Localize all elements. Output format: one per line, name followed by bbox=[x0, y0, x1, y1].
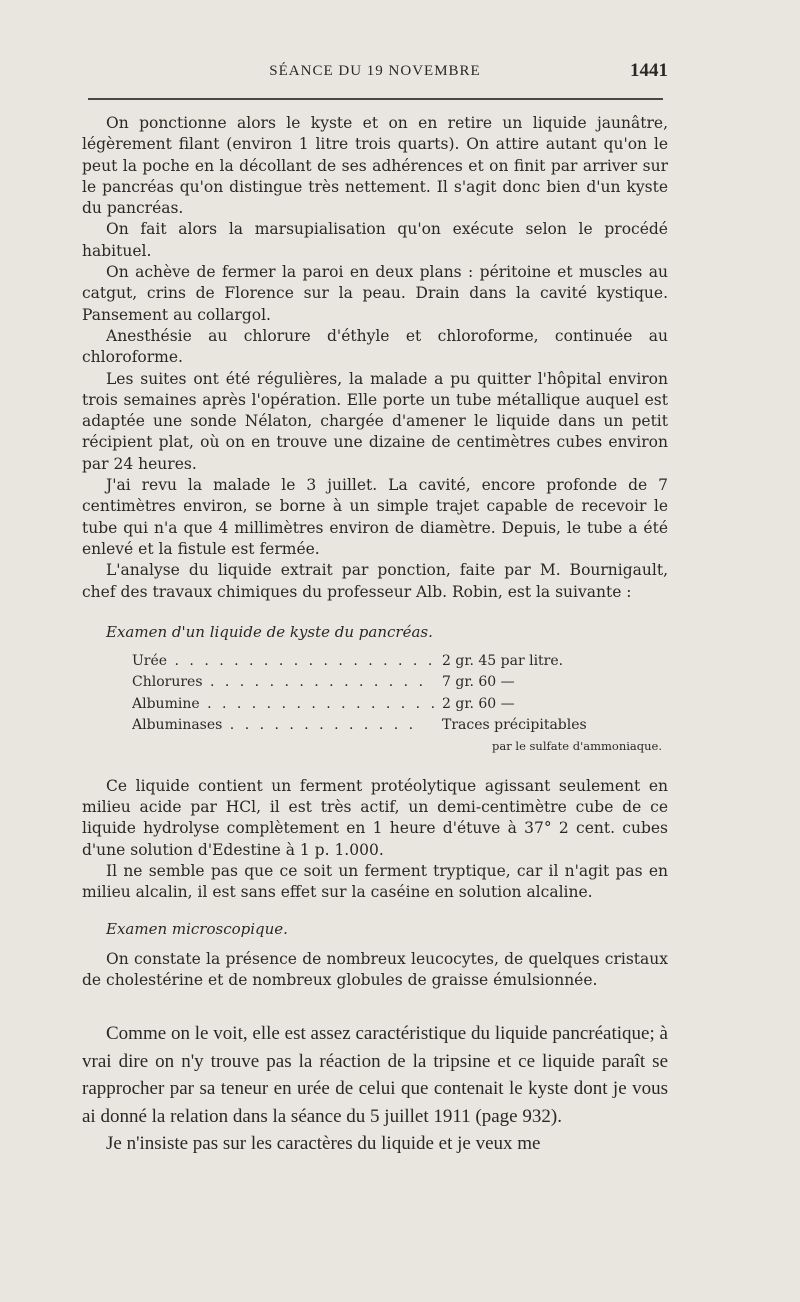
paragraph: L'analyse du liquide extrait par ponction, faite par M. Bournigault, chef des travaux chimiques du professeur Alb. Robin, est la suivante : bbox=[82, 561, 668, 601]
analysis-value: 2 gr. 60 — bbox=[442, 695, 515, 712]
leader-dots: . . . . . . . . . . . . . bbox=[222, 717, 417, 734]
table-row bbox=[132, 672, 662, 693]
table-row bbox=[132, 651, 662, 672]
page-number: 1441 bbox=[630, 60, 668, 81]
analysis-value: Traces précipitables bbox=[442, 717, 587, 734]
paragraph: Je n'insiste pas sur les caractères du liquide et je veux me bbox=[106, 1133, 541, 1154]
paragraph: On achève de fermer la paroi en deux plans : péritoine et muscles au catgut, crins de Florence sur la peau. Drain dans la cavité kystique. Pansement au collargol. bbox=[82, 263, 668, 324]
paragraph: J'ai revu la malade le 3 juillet. La cavité, encore profonde de 7 centimètres environ, se borne à un simple trajet capable de recevoir le tube qui n'a que 4 millimètres environ de diamètre. Depuis, le tube a été enlevé et la fistule est fermée. bbox=[82, 476, 668, 558]
table-row bbox=[132, 694, 662, 715]
analysis-label: Albuminases bbox=[132, 717, 223, 734]
leader-dots: . . . . . . . . . . . . . . . . . . bbox=[167, 653, 436, 670]
page-header bbox=[82, 60, 668, 88]
analysis-note: par le sulfate d'ammoniaque. bbox=[492, 739, 662, 754]
header-rule bbox=[88, 98, 663, 100]
paragraph: Comme on le voit, elle est assez caractéristique du liquide pancréatique; à vrai dire on n'y trouve pas la réaction de la tripsine et ce liquide paraît se rapprocher par sa teneur en urée de celui que contenait le kyste dont je vous ai donné la relation dans la séance du 5 juillet 1911 (page 932). bbox=[82, 1023, 668, 1127]
microscopic-title: Examen microscopique. bbox=[106, 920, 288, 939]
paragraph: Il ne semble pas que ce soit un ferment tryptique, car il n'agit pas en milieu alcalin, il est sans effet sur la caséine en solution alcaline. bbox=[82, 861, 668, 902]
table-row bbox=[132, 736, 662, 757]
paragraph: On constate la présence de nombreux leucocytes, de quelques cristaux de cholestérine et de nombreux globules de graisse émulsionnée. bbox=[82, 949, 668, 989]
paragraph: Les suites ont été régulières, la malade a pu quitter l'hôpital environ trois semaines après l'opération. Elle porte un tube métallique auquel est adaptée une sonde Nélaton, chargée d'amener le liquide dans un petit récipient plat, où on en trouve une dizaine de centimètres cubes environ par 24 heures. bbox=[82, 369, 668, 473]
paragraph: On fait alors la marsupialisation qu'on exécute selon le procédé habituel. bbox=[82, 220, 668, 260]
analysis-label: Urée bbox=[132, 653, 168, 670]
discussion-body bbox=[82, 1020, 668, 1158]
analysis-label: Chlorures bbox=[132, 674, 203, 691]
paragraph: Anesthésie au chlorure d'éthyle et chloroforme, continuée au chloroforme. bbox=[82, 326, 668, 367]
analysis-title: Examen d'un liquide de kyste du pancréas. bbox=[106, 622, 433, 641]
analysis-value: 2 gr. 45 par litre. bbox=[442, 653, 564, 670]
table-row bbox=[132, 715, 662, 736]
case-report-body bbox=[82, 113, 668, 991]
leader-dots: . . . . . . . . . . . . . . . bbox=[202, 674, 427, 691]
running-title: SÉANCE DU 19 NOVEMBRE bbox=[269, 63, 481, 79]
leader-dots: . . . . . . . . . . . . . . . . bbox=[199, 695, 439, 712]
analysis-label: Albumine bbox=[132, 695, 200, 712]
paragraph: On ponctionne alors le kyste et on en retire un liquide jaunâtre, légèrement filant (environ 1 litre trois quarts). On attire autant qu'on le peut la poche en la décollant de ses adhérences et on finit par arriver sur le pancréas qu'on distingue très nettement. Il s'agit donc bien d'un kyste du pancréas. bbox=[82, 114, 668, 218]
paragraph: Ce liquide contient un ferment protéolytique agissant seulement en milieu acide par HCl, il est très actif, un demi-centimètre cube de ce liquide hydrolyse complètement en 1 heure d'étuve à 37° 2 cent. cubes d'une solution d'Edestine à 1 p. 1.000. bbox=[82, 776, 668, 859]
analysis-value: 7 gr. 60 — bbox=[442, 674, 515, 691]
analysis-table bbox=[132, 651, 662, 757]
